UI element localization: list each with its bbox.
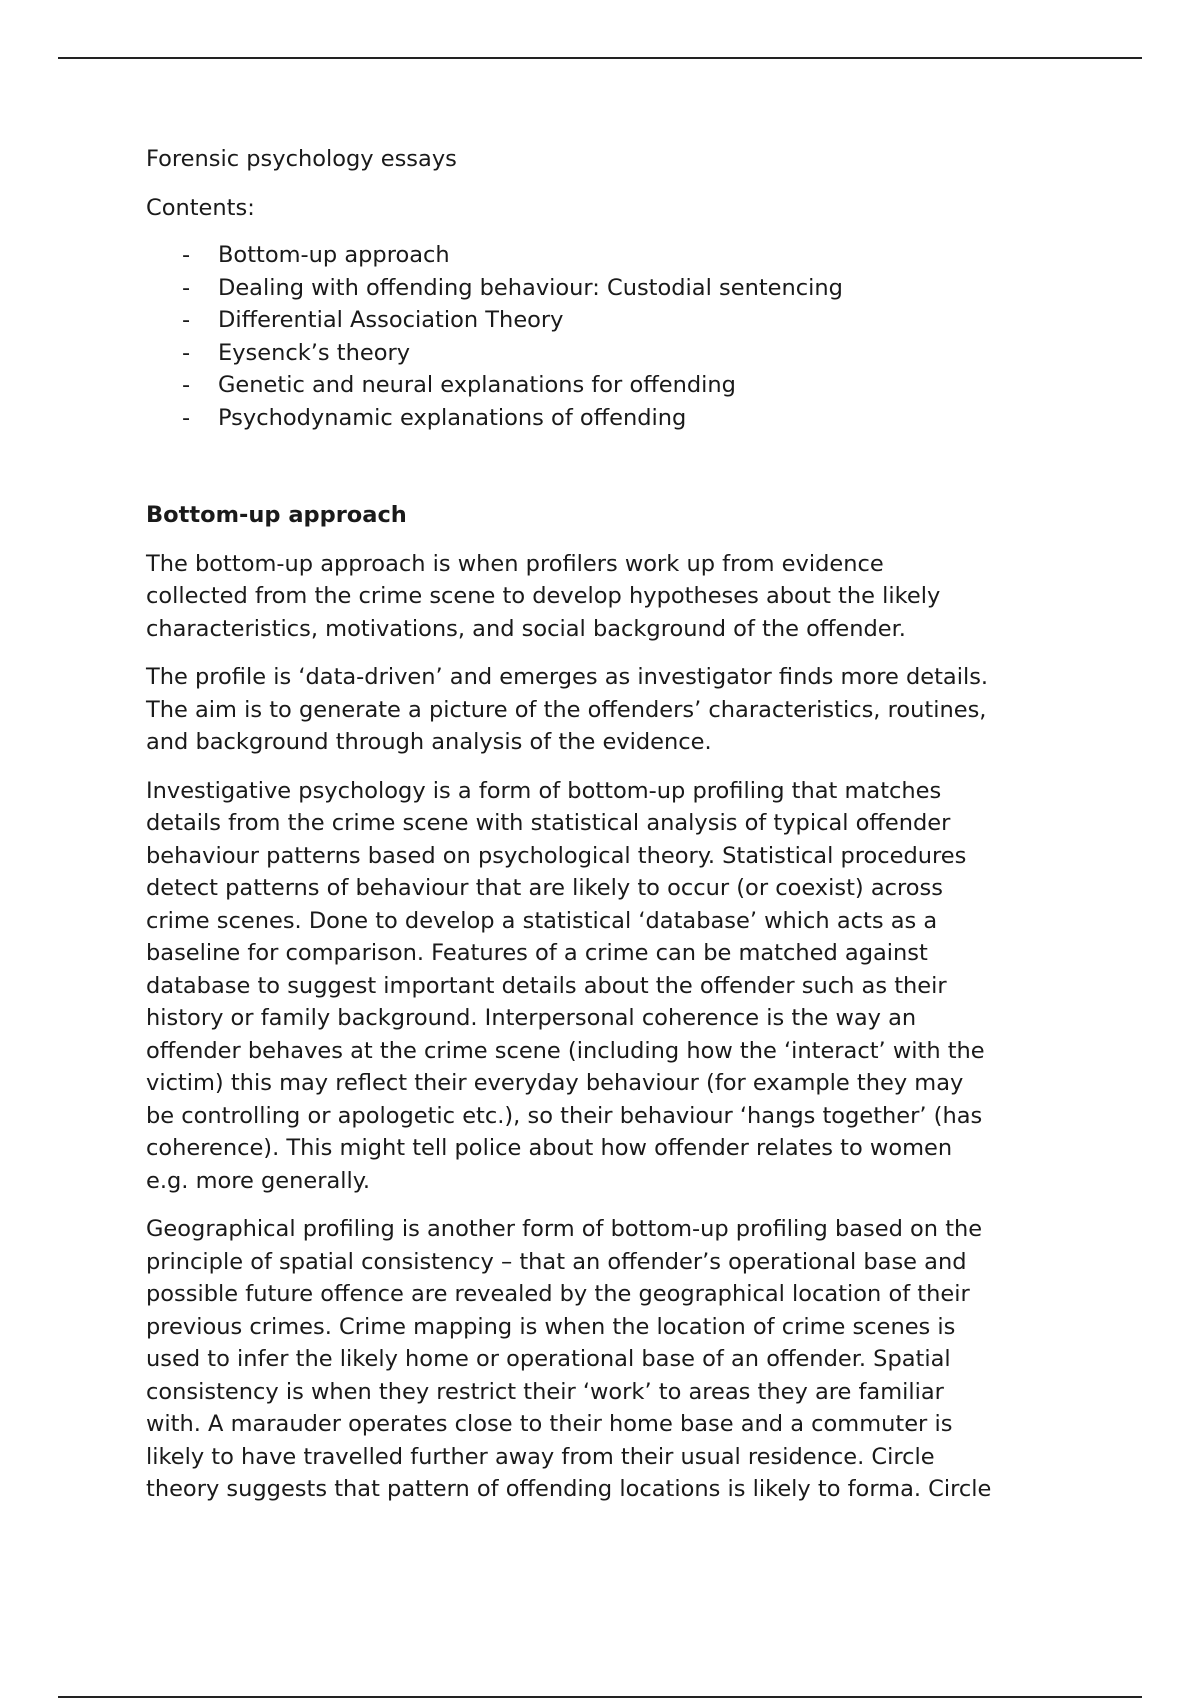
paragraph	[146, 775, 1066, 1198]
contents-item	[146, 272, 1066, 305]
paragraph-line: history or family background. Interpersonal coherence is the way an	[146, 1005, 917, 1031]
list-dash: -	[182, 307, 191, 333]
paragraph-line: Geographical profiling is another form of bottom-up profiling based on the	[146, 1216, 983, 1242]
paragraph	[146, 1213, 1066, 1506]
paragraph	[146, 548, 1066, 646]
paragraph-line: consistency is when they restrict their ‘work’ to areas they are familiar	[146, 1378, 944, 1405]
paragraph-line: offender behaves at the crime scene (including how the ‘interact’ with the	[146, 1037, 985, 1064]
paragraph-line: detect patterns of behaviour that are likely to occur (or coexist) across	[146, 875, 943, 901]
list-dash: -	[182, 404, 191, 431]
paragraph-line: behaviour patterns based on psychological theory. Statistical procedures	[146, 842, 967, 869]
contents-item-label: Eysenck’s theory	[218, 339, 411, 366]
header-rule	[58, 57, 1142, 59]
contents-item	[146, 304, 1066, 337]
paragraph-line: and background through analysis of the evidence.	[146, 729, 712, 755]
paragraph-line: previous crimes. Crime mapping is when the location of crime scenes is	[146, 1313, 956, 1340]
paragraph-line: used to infer the likely home or operational base of an offender. Spatial	[146, 1346, 951, 1372]
paragraph-line: database to suggest important details about the offender such as their	[146, 972, 947, 999]
contents-item-label: Differential Association Theory	[218, 307, 564, 333]
list-dash: -	[182, 242, 191, 268]
paragraph-line: likely to have travelled further away from their usual residence. Circle	[146, 1443, 935, 1470]
paragraph-line: Investigative psychology is a form of bottom-up profiling that matches	[146, 777, 942, 804]
contents-list	[146, 239, 1066, 434]
paragraph-line: theory suggests that pattern of offending locations is likely to forma. Circle	[146, 1476, 992, 1502]
contents-item	[146, 337, 1066, 370]
paragraph-line: The profile is ‘data-driven’ and emerges as investigator finds more details.	[146, 664, 989, 690]
footer-rule	[58, 1696, 1142, 1698]
contents-item	[146, 239, 1066, 272]
paragraph-line: be controlling or apologetic etc.), so their behaviour ‘hangs together’ (has	[146, 1102, 983, 1129]
contents-label: Contents:	[146, 194, 255, 221]
list-dash: -	[182, 372, 191, 398]
contents-item-label: Genetic and neural explanations for offending	[218, 372, 736, 398]
contents-item	[146, 402, 1066, 435]
paragraph-line: characteristics, motivations, and social background of the offender.	[146, 615, 906, 642]
paragraph-line: coherence). This might tell police about how offender relates to women	[146, 1135, 953, 1161]
list-dash: -	[182, 339, 191, 366]
paragraph-line: victim) this may reflect their everyday behaviour (for example they may	[146, 1070, 964, 1096]
paragraph-line: possible future offence are revealed by the geographical location of their	[146, 1281, 970, 1307]
paragraph-line: collected from the crime scene to develop hypotheses about the likely	[146, 583, 941, 609]
contents-item	[146, 369, 1066, 402]
paragraph-line: e.g. more generally.	[146, 1167, 371, 1194]
contents-item-label: Dealing with offending behaviour: Custodial sentencing	[218, 274, 843, 301]
paragraph-line: baseline for comparison. Features of a crime can be matched against	[146, 940, 928, 966]
paragraph-line: The bottom-up approach is when profilers work up from evidence	[146, 550, 884, 577]
contents-item-label: Psychodynamic explanations of offending	[218, 404, 687, 431]
section-heading: Bottom-up approach	[146, 502, 407, 528]
paragraph-line: The aim is to generate a picture of the offenders’ characteristics, routines,	[146, 696, 987, 723]
paragraph-line: crime scenes. Done to develop a statistical ‘database’ which acts as a	[146, 907, 938, 934]
paragraph-line: details from the crime scene with statistical analysis of typical offender	[146, 810, 951, 836]
document-page	[146, 143, 1066, 1522]
paragraph-line: with. A marauder operates close to their home base and a commuter is	[146, 1411, 953, 1437]
contents-item-label: Bottom-up approach	[218, 242, 450, 268]
paragraph	[146, 661, 1066, 759]
list-dash: -	[182, 274, 191, 301]
document-title: Forensic psychology essays	[146, 146, 457, 172]
paragraph-line: principle of spatial consistency – that an offender’s operational base and	[146, 1248, 967, 1275]
